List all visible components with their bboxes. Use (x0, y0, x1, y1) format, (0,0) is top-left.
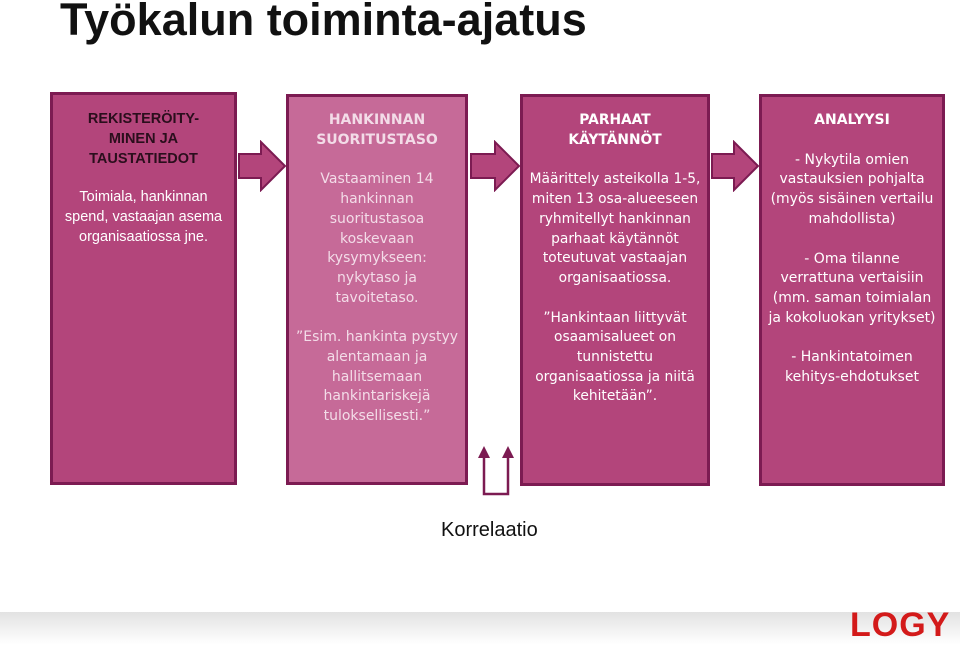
correlation-connector-icon (470, 444, 522, 504)
box-registration-text: Toimiala, hankinnan spend, vastaajan asema organisaatiossa jne. (64, 189, 223, 245)
logy-logo: LOGY (850, 606, 951, 644)
box-best-practices-text: Määrittely asteikolla 1-5, miten 13 osa-alueeseen ryhmitellyt hankinnan parhaat käytännöt toteutuvat vastaajan organisaatiossa. (529, 171, 701, 286)
box-analysis-item-current: - Nykytila omien vastauksien pohjalta (myös sisäinen vertailu mahdollista) (770, 151, 934, 227)
box-performance-level-text: Vastaaminen 14 hankinnan suoritustasoa koskevaan kysymykseen: nykytaso ja tavoitetaso. (320, 171, 434, 306)
box-best-practices-example: ”Hankintaan liittyvät osaamisalueet on tunnistettu organisaatiossa ja niitä kehitetään”. (535, 309, 695, 405)
footer-band (0, 612, 960, 666)
box-best-practices (520, 94, 710, 486)
arrow-right-icon (469, 140, 521, 192)
arrow-right-icon (237, 140, 287, 192)
arrow-right-icon (710, 140, 760, 192)
slide-title: Työkalun toiminta-ajatus (60, 0, 587, 45)
box-analysis-heading: ANALYYSI (814, 112, 890, 128)
box-analysis (759, 94, 945, 486)
box-best-practices-heading: PARHAAT KÄYTÄNNÖT (568, 112, 662, 148)
box-analysis-item-peers: - Oma tilanne verrattuna vertaisiin (mm. saman toimialan ja kokoluokan yritykset) (768, 250, 936, 326)
correlation-label: Korrelaatio (441, 519, 538, 541)
box-analysis-item-suggestions: - Hankintatoimen kehitys-ehdotukset (785, 349, 919, 386)
box-performance-level-example: ”Esim. hankinta pystyy alentamaan ja hallitsemaan hankintariskejä tuloksellisesti.” (295, 329, 459, 425)
box-registration (50, 92, 237, 485)
box-performance-level-heading: HANKINNAN SUORITUSTASO (316, 112, 438, 148)
box-registration-heading: REKISTERÖITY-MINEN JA TAUSTATIEDOT (87, 111, 200, 167)
box-performance-level (286, 94, 468, 485)
